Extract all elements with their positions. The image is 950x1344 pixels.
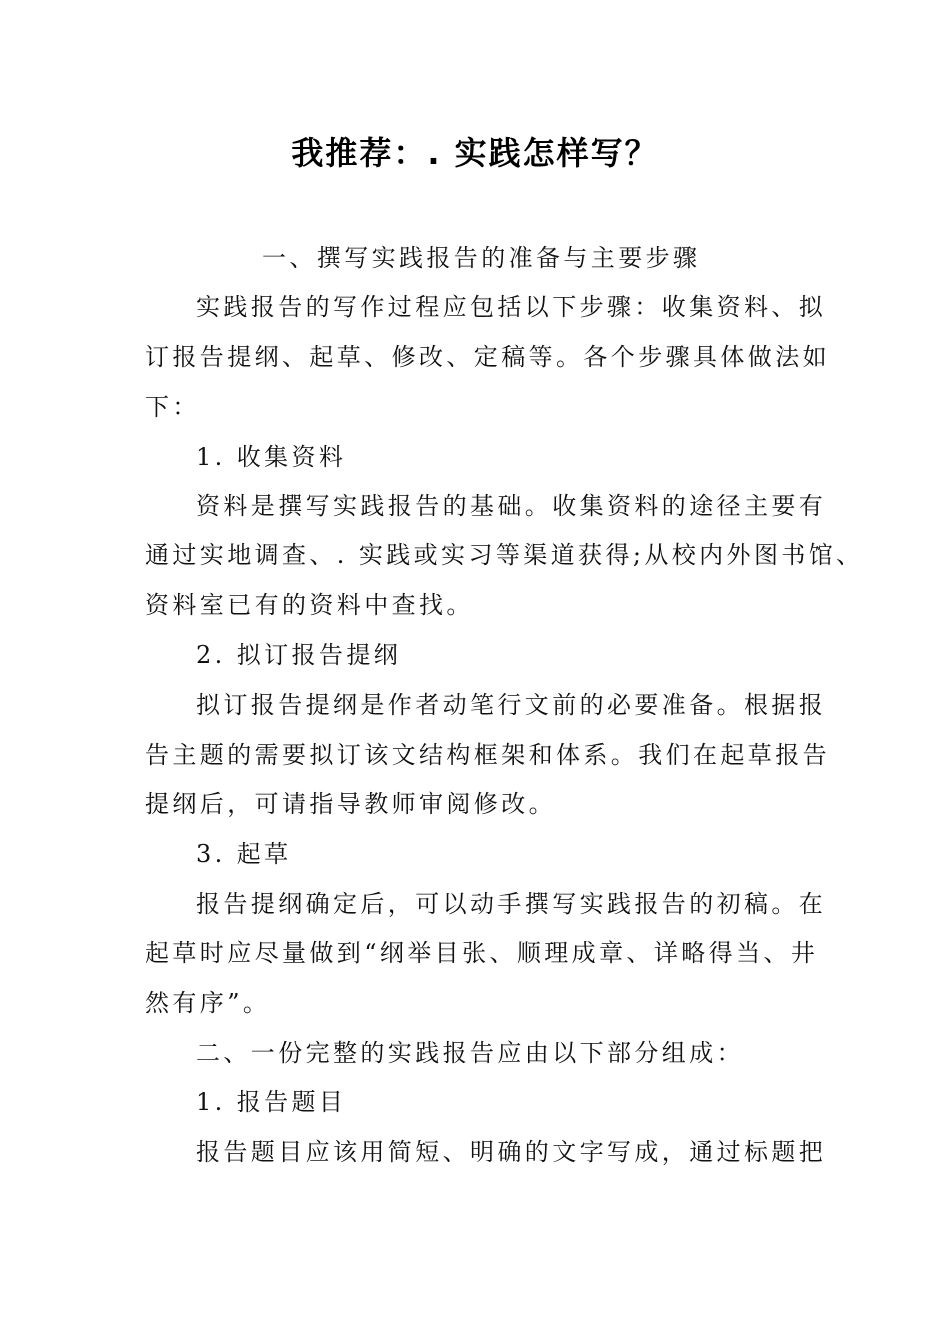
paragraph-line: 然有序”。 — [145, 989, 271, 1017]
subheading-draft-outline: 2. 拟订报告提纲 — [196, 641, 402, 669]
paragraph-line: 实践报告的写作过程应包括以下步骤：收集资料、拟 — [196, 293, 827, 321]
subheading-report-title: 1. 报告题目 — [196, 1088, 347, 1116]
subheading-collect-materials: 1. 收集资料 — [196, 443, 347, 471]
document-title: 我推荐：. 实践怎样写？ — [291, 134, 659, 172]
paragraph-line: 订报告提纲、起草、修改、定稿等。各个步骤具体做法如 — [145, 343, 830, 371]
paragraph-line: 提纲后，可请指导教师审阅修改。 — [145, 790, 556, 818]
paragraph-line: 报告题目应该用简短、明确的文字写成，通过标题把 — [196, 1138, 827, 1166]
paragraph-line: 资料是撰写实践报告的基础。收集资料的途径主要有 — [196, 492, 827, 520]
paragraph-line: 告主题的需要拟订该文结构框架和体系。我们在起草报告 — [145, 741, 830, 769]
paragraph-line: 起草时应尽量做到“纲举目张、顺理成章、详略得当、井 — [145, 939, 819, 967]
paragraph-line: 拟订报告提纲是作者动笔行文前的必要准备。根据报 — [196, 691, 827, 719]
subheading-draft: 3. 起草 — [196, 840, 292, 868]
section-heading-1: 一、撰写实践报告的准备与主要步骤 — [262, 244, 701, 272]
paragraph-line: 下： — [145, 393, 200, 421]
paragraph-line: 资料室已有的资料中查找。 — [145, 591, 474, 619]
paragraph-line: 通过实地调查、. 实践或实习等渠道获得;从校内外图书馆、 — [145, 541, 864, 569]
paragraph-line: 报告提纲确定后，可以动手撰写实践报告的初稿。在 — [196, 890, 827, 918]
section-heading-2: 二、一份完整的实践报告应由以下部分组成： — [196, 1039, 744, 1067]
